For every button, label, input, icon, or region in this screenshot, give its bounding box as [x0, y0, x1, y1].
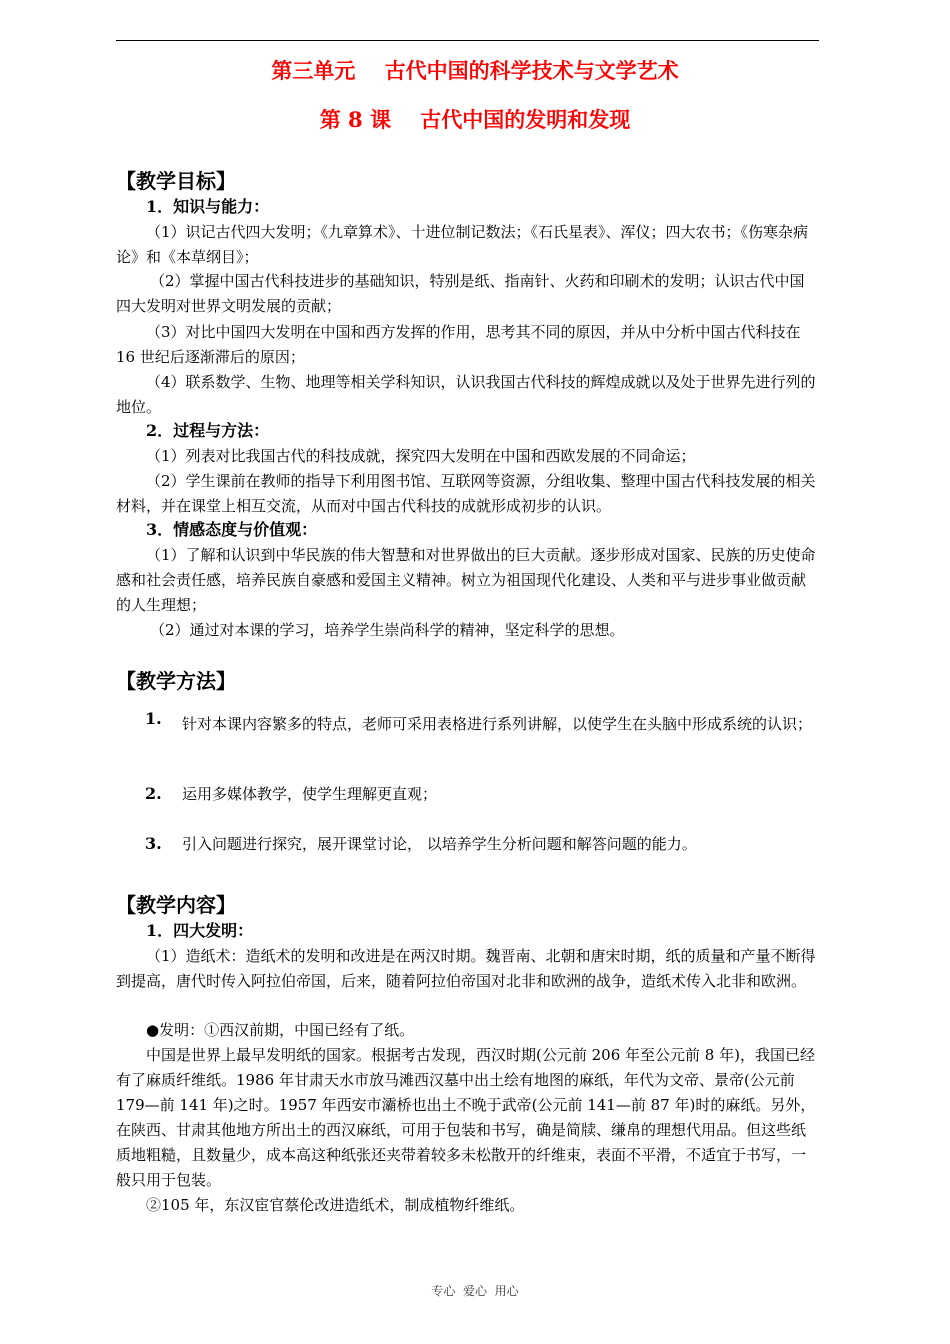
knowledge-ability-title: 1．知识与能力： [146, 197, 270, 216]
header-rule [116, 40, 819, 41]
objective-paragraph: （4）联系数学、生物、地理等相关学科知识，认识我国古代科技的辉煌成就以及处于世界先进行列的地位。 [116, 373, 816, 416]
page-footer: 专心 爱心 用心 [431, 1284, 519, 1298]
objective-paragraph: （1）识记古代四大发明；《九章算术》、十进位制记数法；《石氏星表》、浑仪；四大农书；《伤寒杂病论》和《本草纲目》； [116, 223, 809, 266]
emotion-values-title: 3．情感态度与价值观： [146, 520, 318, 539]
objective-paragraph: （2）通过对本课的学习，培养学生崇尚科学的精神，坚定科学的思想。 [150, 621, 625, 639]
methods-heading: 【教学方法】 [116, 669, 236, 693]
objectives-heading: 【教学目标】 [116, 169, 236, 193]
method-number: 3. [145, 834, 162, 853]
objective-paragraph: （2）掌握中国古代科技进步的基础知识，特别是纸、指南针、火药和印刷术的发明；认识古代中国四大发明对世界文明发展的贡献； [116, 272, 805, 315]
cai-lun-paragraph: ②105 年，东汉宦官蔡伦改进造纸术，制成植物纤维纸。 [146, 1196, 525, 1214]
lesson-title: 第 8 课 古代中国的发明和发现 [319, 107, 631, 132]
four-inventions-title: 1．四大发明： [146, 921, 254, 940]
history-paragraph: 中国是世界上最早发明纸的国家。根据考古发现，西汉时期(公元前 206 年至公元前 8 年)，我国已经有了麻质纤维纸。1986 年甘肃天水市放马滩西汉墓中出土绘有地图的麻纸，年代为文帝、景帝(公元前 179—前 141 年)之时。1957 年西安市灞桥也出土不晚于武帝(公元前 141—前 87 年)时的麻纸。另外，在陕西、甘肃其他地方所出土的西汉麻纸，可用于包装和书写，确是简牍、缣帛的理想代用品。但这些纸质地粗糙，且数量少，成本高这种纸张还夹带着较多未松散开的纤维束，表面不平滑，不适宜于书写，一般只用于包装。 [116, 1046, 816, 1189]
method-number: 2. [145, 784, 162, 803]
objective-paragraph: （2）学生课前在教师的指导下利用图书馆、互联网等资源，分组收集、整理中国古代科技发展的相关材料，并在课堂上相互交流，从而对中国古代科技的成就形成初步的认识。 [116, 472, 816, 515]
method-text: 运用多媒体教学，使学生理解更直观； [182, 785, 438, 803]
unit-title: 第三单元 古代中国的科学技术与文学艺术 [271, 58, 679, 83]
content-heading: 【教学内容】 [116, 893, 236, 917]
method-text: 针对本课内容繁多的特点，老师可采用表格进行系列讲解，以使学生在头脑中形成系统的认识； [182, 715, 813, 733]
objective-paragraph: （1）了解和认识到中华民族的伟大智慧和对世界做出的巨大贡献。逐步形成对国家、民族的历史使命感和社会责任感，培养民族自豪感和爱国主义精神。树立为祖国现代化建设、人类和平与进步事业做贡献的人生理想； [116, 546, 816, 614]
method-number: 1. [145, 709, 162, 728]
objective-paragraph: （1）列表对比我国古代的科技成就，探究四大发明在中国和西欧发展的不同命运； [146, 447, 696, 465]
papermaking-paragraph: （1）造纸术：造纸术的发明和改进是在两汉时期。魏晋南、北朝和唐宋时期，纸的质量和产量不断得到提高，唐代时传入阿拉伯帝国，后来，随着阿拉伯帝国对北非和欧洲的战争，造纸术传入北非和欧洲。 [116, 947, 816, 990]
process-method-title: 2．过程与方法： [146, 421, 270, 440]
method-text: 引入问题进行探究，展开课堂讨论， 以培养学生分析问题和解答问题的能力。 [182, 835, 697, 853]
invention-paragraph: ●发明：①西汉前期，中国已经有了纸。 [146, 1021, 415, 1039]
objective-paragraph: （3）对比中国四大发明在中国和西方发挥的作用，思考其不同的原因，并从中分析中国古代科技在 16 世纪后逐渐滞后的原因； [116, 323, 801, 366]
